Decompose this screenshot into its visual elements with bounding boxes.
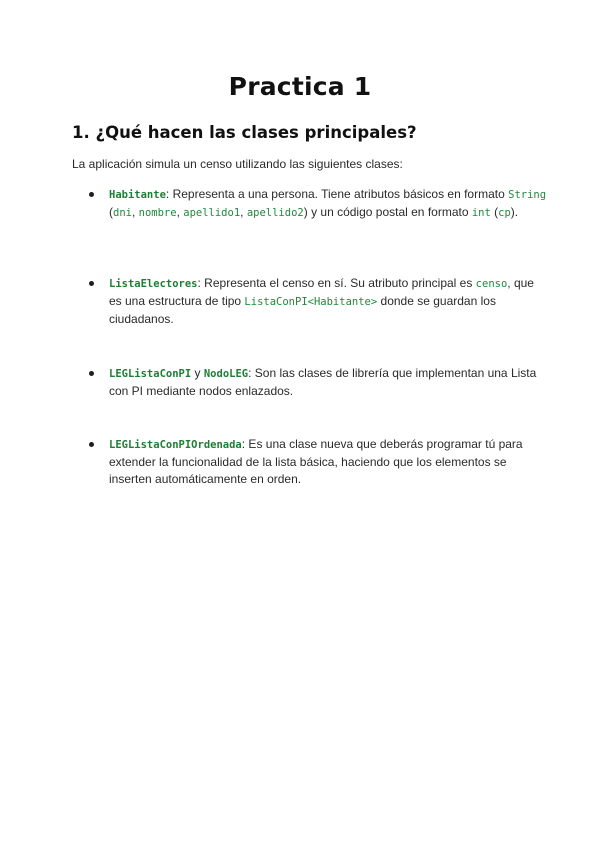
item-text: [109, 436, 549, 488]
intro-paragraph: La aplicación simula un censo utilizando las siguientes clases:: [72, 157, 403, 171]
code-attribute: cp: [498, 207, 511, 219]
item-text-run: ,: [176, 205, 184, 219]
code-type: String: [508, 189, 547, 201]
item-text: [109, 275, 549, 328]
item-text-run: y: [191, 366, 204, 380]
item-text-run: : Son las clases de librería que implementan una Lista con PI mediante nodos enlazados.: [109, 366, 537, 398]
item-text-run: ).: [510, 205, 519, 219]
bullet-icon: [89, 371, 94, 376]
section-heading: 1. ¿Qué hacen las clases principales?: [72, 123, 417, 142]
code-attribute: apellido2: [246, 207, 304, 219]
code-class-name: ListaElectores: [109, 278, 198, 290]
code-type: int: [471, 207, 491, 219]
bullet-icon: [89, 281, 94, 286]
item-text-run: : Representa el censo en sí. Su atributo principal es: [197, 276, 476, 290]
item-text-run: ) y un código postal en formato: [303, 205, 472, 219]
item-text: [109, 365, 549, 400]
item-text-run: ,: [240, 205, 247, 219]
code-class-name: LEGListaConPIOrdenada: [109, 439, 242, 451]
code-attribute: dni: [113, 207, 132, 219]
page-title: Practica 1: [228, 72, 372, 101]
code-class-name: LEGListaConPI: [109, 368, 192, 380]
code-type: ListaConPI<Habitante>: [244, 296, 378, 308]
code-class-name: Habitante: [109, 189, 166, 201]
code-attribute: apellido1: [183, 207, 241, 219]
item-text: [109, 186, 549, 222]
code-class-name: NodoLEG: [203, 368, 249, 380]
item-text-run: : Es una clase nueva que deberás programar tú para extender la funcionalidad de la lista básica, haciendo que los elementos se inserten automáticamente en orden.: [109, 437, 523, 486]
code-attribute: censo: [475, 278, 508, 290]
item-text-run: donde se guardan los ciudadanos.: [109, 294, 496, 326]
bullet-icon: [89, 192, 94, 197]
item-text-run: ,: [131, 205, 139, 219]
item-text-run: , que es una estructura de tipo: [109, 276, 534, 308]
item-text-run: (: [490, 205, 499, 219]
code-attribute: nombre: [138, 207, 177, 219]
item-text-run: : Representa a una persona. Tiene atributos básicos en formato: [165, 187, 509, 201]
item-text-run: (: [109, 205, 113, 219]
bullet-icon: [89, 442, 94, 447]
